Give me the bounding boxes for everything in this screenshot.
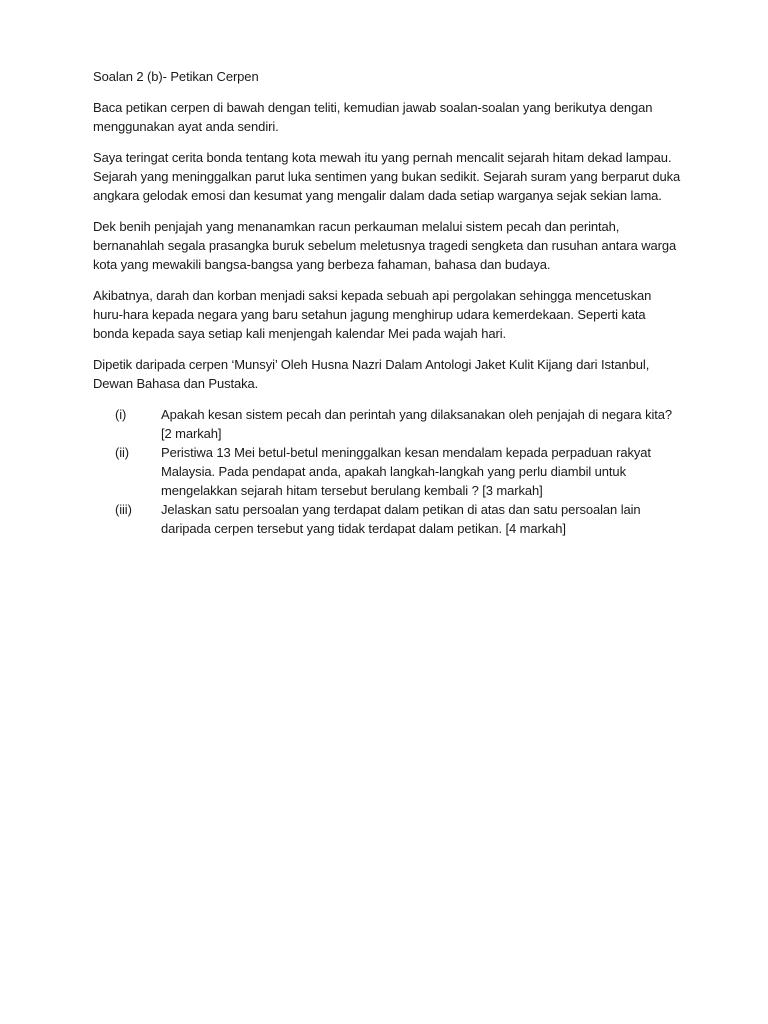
document-content: [93, 67, 683, 538]
question-number: (i): [115, 407, 127, 422]
passage-paragraph-2: Dek benih penjajah yang menanamkan racun perkauman melalui sistem pecah dan perintah, bernanahlah segala prasangka buruk sebelum meletusnya tragedi sengketa dan rusuhan antara warga kota yang mewakili bangsa-bangsa yang berbeza fahaman, bahasa dan budaya.: [93, 219, 677, 272]
question-item-3: [93, 500, 683, 538]
source-citation: Dipetik daripada cerpen ‘Munsyi’ Oleh Husna Nazri Dalam Antologi Jaket Kulit Kijang dari Istanbul, Dewan Bahasa dan Pustaka.: [93, 357, 650, 391]
question-number: (iii): [115, 502, 132, 517]
passage-paragraph-3: Akibatnya, darah dan korban menjadi saksi kepada sebuah api pergolakan sehingga mencetuskan huru-hara kepada negara yang baru setahun jagung menghirup udara kemerdekaan. Seperti kata bonda kepada saya setiap kali menjengah kalendar Mei pada wajah hari.: [93, 288, 652, 341]
document-title: Soalan 2 (b)- Petikan Cerpen: [93, 69, 259, 84]
question-list: [93, 405, 683, 538]
instruction-paragraph: Baca petikan cerpen di bawah dengan teliti, kemudian jawab soalan-soalan yang berikutya dengan menggunakan ayat anda sendiri.: [93, 100, 653, 134]
question-text: Jelaskan satu persoalan yang terdapat dalam petikan di atas dan satu persoalan lain daripada cerpen tersebut yang tidak terdapat dalam petikan. [4 markah]: [161, 502, 641, 536]
question-item-2: [93, 443, 683, 500]
question-text: Apakah kesan sistem pecah dan perintah yang dilaksanakan oleh penjajah di negara kita? [2 markah]: [161, 407, 673, 441]
question-number: (ii): [115, 445, 130, 460]
question-item-1: [93, 405, 683, 443]
question-text: Peristiwa 13 Mei betul-betul meninggalkan kesan mendalam kepada perpaduan rakyat Malaysia. Pada pendapat anda, apakah langkah-langkah yang perlu diambil untuk mengelakkan sejarah hitam tersebut berulang kembali ? [3 markah]: [161, 445, 651, 498]
passage-paragraph-1: Saya teringat cerita bonda tentang kota mewah itu yang pernah mencalit sejarah hitam dekad lampau. Sejarah yang meninggalkan parut luka sentimen yang bukan sedikit. Sejarah suram yang berparut duka angkara gelodak emosi dan kesumat yang mengalir dalam dada setiap warganya sejak sekian lama.: [93, 150, 681, 203]
